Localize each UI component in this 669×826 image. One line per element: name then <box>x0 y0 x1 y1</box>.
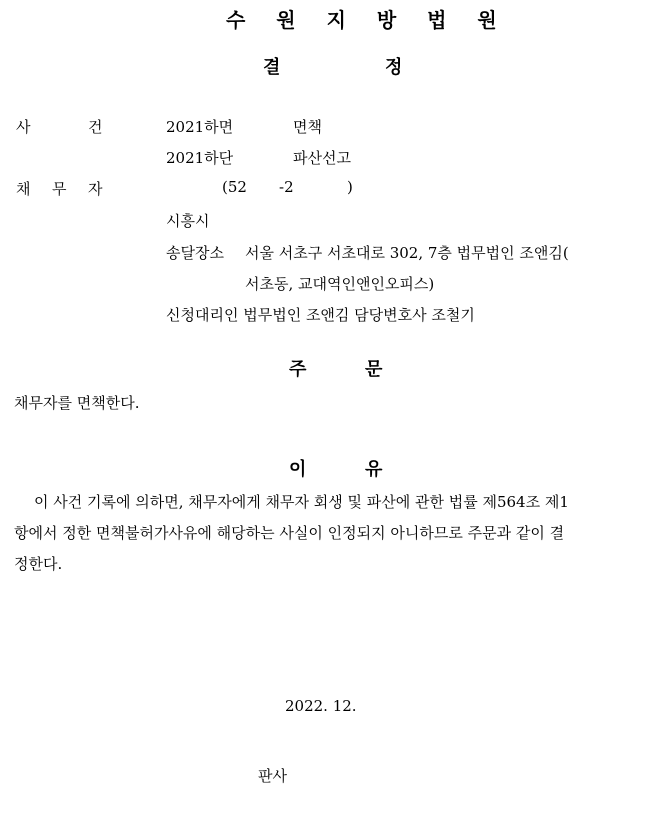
debtor-id-close: ) <box>347 178 353 196</box>
reason-line2: 항에서 정한 면책불허가사유에 해당하는 사실이 인정되지 아니하므로 주문과 같이 결 <box>14 524 565 542</box>
case-number-2: 2021하단 <box>166 149 234 167</box>
judge-label: 판사 <box>258 767 287 785</box>
order-text: 채무자를 면책한다. <box>14 394 140 412</box>
reason-heading-left: 이 <box>289 459 307 480</box>
service-address-line1: 서울 서초구 서초대로 302, 7층 법무법인 조앤김( <box>245 244 569 262</box>
debtor-city: 시흥시 <box>166 212 210 230</box>
case-label-2: 건 <box>88 118 103 136</box>
order-heading-right: 문 <box>365 359 383 380</box>
case-title-1: 면책 <box>293 118 322 136</box>
reason-line3: 정한다. <box>14 555 63 573</box>
debtor-id-mid: -2 <box>279 178 294 196</box>
case-title-2: 파산선고 <box>293 149 351 167</box>
service-address-line2: 서초동, 교대역인앤인오피스) <box>245 275 435 293</box>
order-heading-left: 주 <box>289 359 307 380</box>
doc-type-right: 정 <box>385 57 403 78</box>
debtor-label-3: 자 <box>88 180 103 198</box>
debtor-label-2: 무 <box>52 180 67 198</box>
debtor-id-open: (52 <box>222 178 247 196</box>
agent: 신청대리인 법무법인 조앤김 담당변호사 조철기 <box>166 306 475 324</box>
reason-line1: 이 사건 기록에 의하면, 채무자에게 채무자 회생 및 파산에 관한 법률 제564조 제1 <box>34 493 569 511</box>
debtor-label-1: 채 <box>16 180 31 198</box>
reason-heading-right: 유 <box>365 459 383 480</box>
service-label: 송달장소 <box>166 244 224 262</box>
case-number-1: 2021하면 <box>166 118 234 136</box>
decision-date: 2022. 12. <box>285 697 357 715</box>
court-name: 수 원 지 방 법 원 <box>226 8 509 32</box>
doc-type-left: 결 <box>263 57 281 78</box>
case-label-1: 사 <box>16 118 31 136</box>
